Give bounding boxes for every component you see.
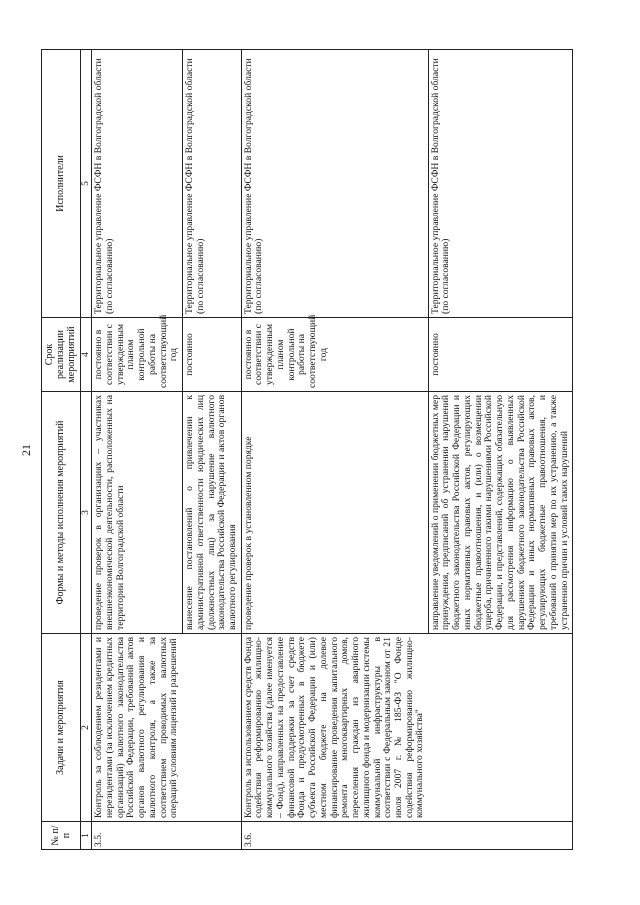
method-cell: проведение проверок в организациях – участниках внешнеэкономической деятельности, расположенных на территории Волгоградской области bbox=[92, 392, 183, 634]
task-cell: Контроль за соблюдением резидентами и нерезидентами (за исключением кредитных организаций) валютного законодательства Российской Федерации, требований актов органов валютного регулирования и валютного контроля, а также за соответствием проводимых валютных операций условиям лицензий и разрешений bbox=[92, 634, 183, 822]
executor-cell: Территориальное управление ФСФН в Волгоградской области (по согласованию) bbox=[183, 50, 242, 318]
method-cell: вынесение постановлений о привлечении к административной ответственности юридических лиц (должностных лиц) за нарушение валютного законодательства Российской Федерации и актов органов валютного регулирования bbox=[183, 392, 242, 634]
column-number: 3 bbox=[80, 392, 92, 634]
row-number: 3.6. bbox=[241, 822, 428, 850]
header-executors: Исполнители bbox=[42, 50, 81, 318]
column-numbers-row bbox=[80, 50, 92, 850]
executor-cell: Территориальное управление ФСФН в Волгоградской области (по согласованию) bbox=[428, 50, 573, 318]
table-row bbox=[183, 50, 242, 850]
row-number: 3.5. bbox=[92, 822, 183, 850]
task-cell bbox=[428, 634, 573, 822]
table-row bbox=[428, 50, 573, 850]
method-cell: проведение проверок в установленном порядке bbox=[241, 392, 428, 634]
table-row bbox=[241, 50, 428, 850]
executor-cell: Территориальное управление ФСФН в Волгоградской области (по согласованию) bbox=[241, 50, 428, 318]
row-number bbox=[183, 822, 242, 850]
header-methods: Формы и методы исполнения мероприятий bbox=[42, 392, 81, 634]
header-term: Срок реализации мероприятий bbox=[42, 318, 81, 392]
term-cell: постоянно в соответствии с утвержденным планом контрольной работы на соответствующий год bbox=[92, 318, 183, 392]
column-number: 4 bbox=[80, 318, 92, 392]
header-number: № п/п bbox=[42, 822, 81, 850]
column-number: 5 bbox=[80, 50, 92, 318]
method-cell: направление уведомлений о применении бюджетных мер принуждения, предписаний об устранении нарушений бюджетного законодательства Российской Федерации и иных нормативных правовых актов, регулирующих бюджетные правоотношения, и (или) о возмещении ущерба, причиненного такими нарушениями Российской Федерации, и представлений, содержащих обязательную для рассмотрения информацию о выявленных нарушениях бюджетного законодательства Российской Федерации и иных нормативных правовых актов, регулирующих бюджетные правоотношения, и требований о принятии мер по их устранению, а также устранению причин и условий таких нарушений bbox=[428, 392, 573, 634]
task-cell: Контроль за использованием средств Фонда содействия реформированию жилищно-коммунального хозяйства (далее именуется – Фонд), направленных на предоставление финансовой поддержки за счет средств Фонда и предусмотренных в бюджете субъекта Российской Федерации и (или) местном бюджете на долевое финансирование проведения капитального ремонта многоквартирных домов, переселения граждан из аварийного жилищного фонда и модернизации системы коммунальной инфраструктуры в соответствии с Федеральным законом от 21 июля 2007 г. № 185-ФЗ "О Фонде содействия реформированию жилищно-коммунального хозяйства" bbox=[241, 634, 428, 822]
task-cell bbox=[183, 634, 242, 822]
header-tasks: Задачи и мероприятия bbox=[42, 634, 81, 822]
term-cell: постоянно bbox=[183, 318, 242, 392]
executor-cell: Территориальное управление ФСФН в Волгоградской области (по согласованию) bbox=[92, 50, 183, 318]
term-cell: постоянно в соответствии с утвержденным планом контрольной работы на соответствующий год bbox=[241, 318, 428, 392]
table-header-row bbox=[42, 50, 81, 850]
term-cell: постоянно bbox=[428, 318, 573, 392]
row-number bbox=[428, 822, 573, 850]
measures-table bbox=[41, 49, 573, 850]
column-number: 1 bbox=[80, 822, 92, 850]
table-row bbox=[92, 50, 183, 850]
column-number: 2 bbox=[80, 634, 92, 822]
page-number: 21 bbox=[19, 444, 33, 456]
rotated-page bbox=[5, 10, 610, 890]
